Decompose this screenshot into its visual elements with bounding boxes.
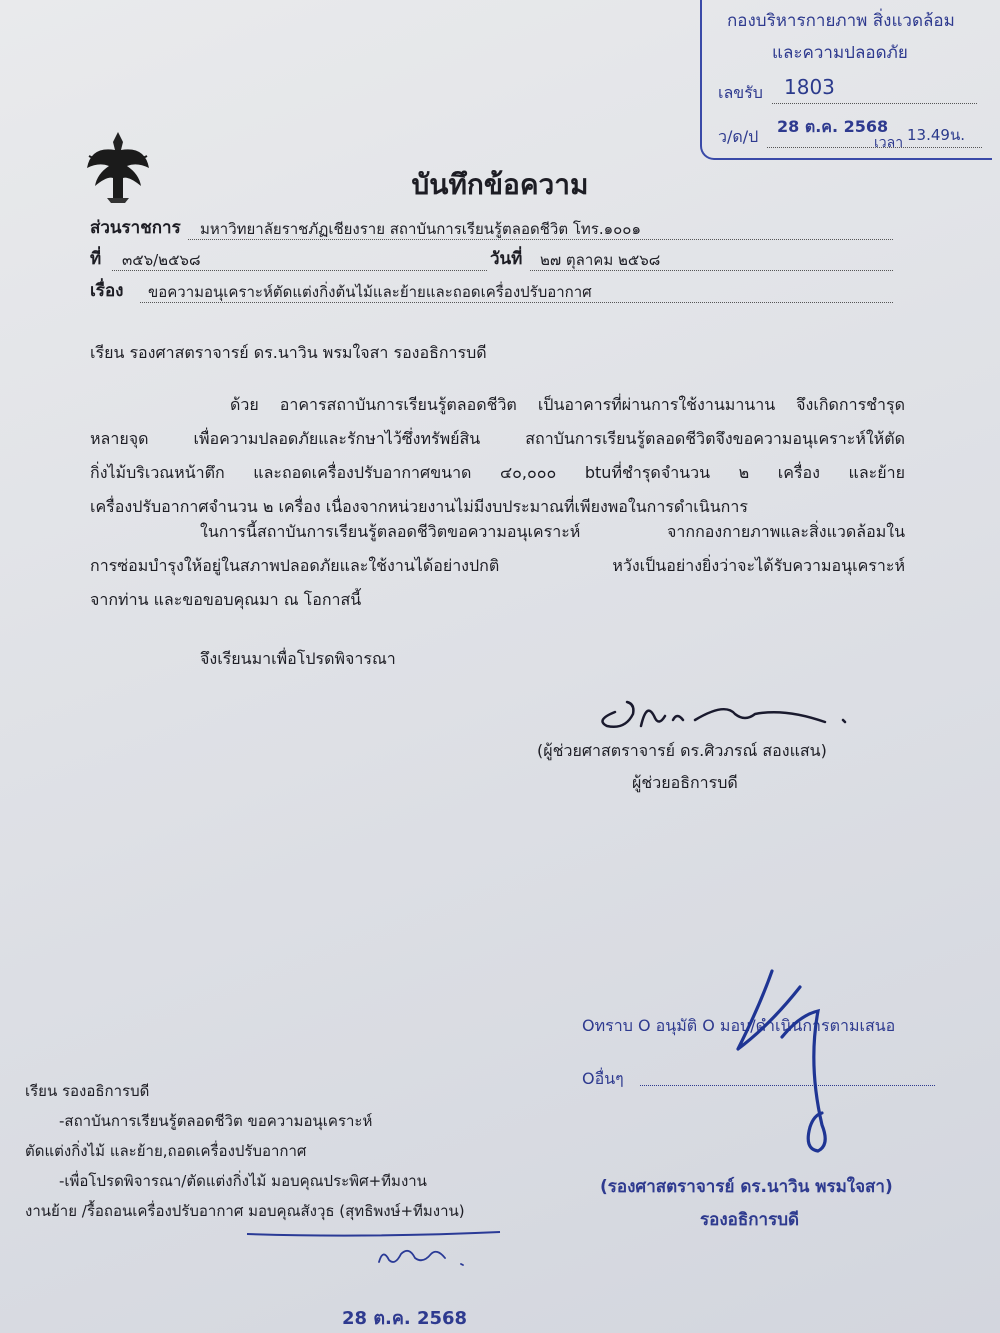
stamp-date-label: ว/ด/ป (718, 127, 759, 146)
note-date-stamp: 28 ต.ค. 2568 (342, 1308, 468, 1329)
stamp-date-value: 28 ต.ค. 2568 (777, 117, 889, 136)
signer-position: ผู้ช่วยอธิการบดี (632, 773, 738, 792)
stamp-number-line (772, 103, 977, 104)
approver-name: (รองศาสตราจารย์ ดร.นาวิน พรมใจสา) (600, 1177, 893, 1197)
salutation: เรียน รองศาสตราจารย์ ดร.นาวิน พรมใจสา รองอธิการบดี (90, 343, 487, 362)
subject-label: เรื่อง (90, 281, 124, 301)
signature-approver (690, 965, 840, 1165)
note-line-3: ตัดแต่งกิ่งไม้ และย้าย,ถอดเครื่องปรับอากาศ (25, 1142, 307, 1160)
ref-value: ๓๕๖/๒๕๖๘ (122, 251, 201, 269)
signature-sender (585, 690, 855, 735)
note-initials (375, 1240, 470, 1270)
signer-name: (ผู้ช่วยศาสตราจารย์ ดร.ศิวภรณ์ สองแสน) (537, 741, 827, 760)
ref-label: ที่ (90, 249, 102, 269)
memo-title: บันทึกข้อความ (411, 168, 589, 201)
subject-value: ขอความอนุเคราะห์ตัดแต่งกิ่งต้นไม้และย้ายและถอดเครื่องปรับอากาศ (148, 283, 592, 301)
para1-line-4: เครื่องปรับอากาศจำนวน ๒ เครื่อง เนื่องจากหน่วยงานไม่มีงบประมาณที่เพียงพอในการดำเนินการ (90, 497, 748, 516)
stamp-time-value: 13.49น. (907, 126, 965, 144)
stamp-number-label: เลขรับ (718, 83, 763, 102)
note-line-1: เรียน รองอธิการบดี (25, 1082, 150, 1100)
note-underline (245, 1228, 505, 1240)
note-line-2: -สถาบันการเรียนรู้ตลอดชีวิต ขอความอนุเคราะห์ (59, 1112, 373, 1130)
para1-line-3: กิ่งไม้บริเวณหน้าตึก และถอดเครื่องปรับอากาศขนาด ๔๐,๐๐๐ btuที่ชำรุดจำนวน ๒ เครื่อง และย้าย (90, 463, 905, 482)
routing-note (25, 1076, 545, 1226)
closing-text: จึงเรียนมาเพื่อโปรดพิจารณา (200, 649, 396, 668)
date-label: วันที่ (490, 249, 523, 269)
stamp-number-value: 1803 (784, 75, 835, 99)
stamp-time-label: เวลา (874, 135, 904, 151)
agency-value: มหาวิทยาลัยราชภัฏเชียงราย สถาบันการเรียนรู้ตลอดชีวิต โทร.๑๐๐๑ (200, 220, 641, 238)
paragraph-2 (90, 515, 905, 617)
para1-line-2: หลายจุด เพื่อความปลอดภัยและรักษาไว้ซึ่งทรัพย์สิน สถาบันการเรียนรู้ตลอดชีวิตจึงขอความอนุเคราะห์ให้ตัด (90, 429, 905, 448)
paragraph-1 (90, 388, 905, 524)
para2-line-1: ในการนี้สถาบันการเรียนรู้ตลอดชีวิตขอความอนุเคราะห์ จากกองกายภาพและสิ่งแวดล้อมใน (200, 522, 905, 541)
note-line-5: งานย้าย /รื้อถอนเครื่องปรับอากาศ มอบคุณสังวุธ (สุทธิพงษ์+ทีมงาน) (25, 1202, 465, 1220)
para1-line-1: ด้วย อาคารสถาบันการเรียนรู้ตลอดชีวิต เป็นอาคารที่ผ่านการใช้งานมานาน จึงเกิดการชำรุด (230, 395, 905, 414)
date-value: ๒๗ ตุลาคม ๒๕๖๘ (540, 251, 661, 269)
stamp-line-2: และความปลอดภัย (772, 43, 908, 63)
receipt-stamp (700, 0, 992, 160)
para2-line-2: การซ่อมบำรุงให้อยู่ในสภาพปลอดภัยและใช้งานได้อย่างปกติ หวังเป็นอย่างยิ่งว่าจะได้รับความอนุเคราะห์ (90, 556, 905, 575)
approval-other: Oอื่นๆ (582, 1069, 624, 1088)
approval-options: Oทราบ O อนุมัติ O มอบ/ดำเนินการตามเสนอ (582, 1016, 896, 1035)
para2-line-3: จากท่าน และขอขอบคุณมา ณ โอกาสนี้ (90, 590, 362, 609)
stamp-line-1: กองบริหารกายภาพ สิ่งแวดล้อม (727, 11, 955, 31)
approver-position: รองอธิการบดี (700, 1210, 800, 1230)
note-line-4: -เพื่อโปรดพิจารณา/ตัดแต่งกิ่งไม้ มอบคุณประพิศ+ทีมงาน (59, 1172, 427, 1190)
agency-label: ส่วนราชการ (90, 218, 181, 238)
